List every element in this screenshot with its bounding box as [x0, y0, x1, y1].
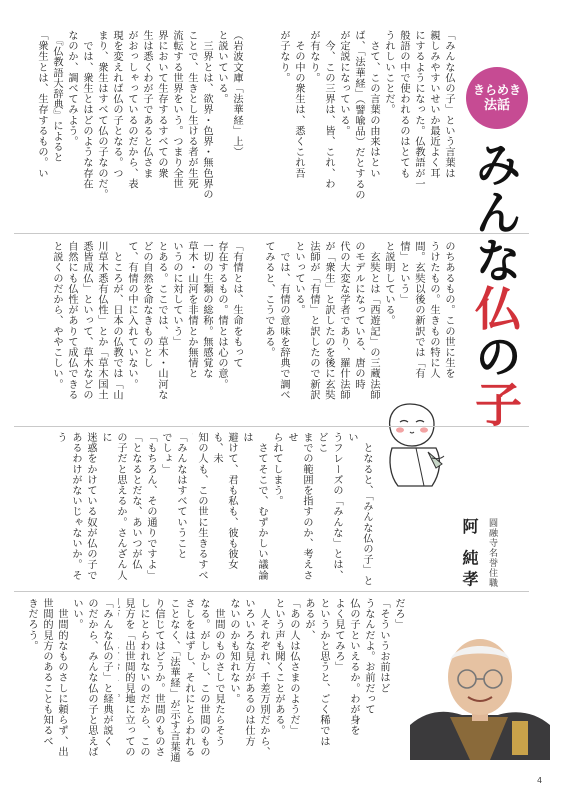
badge-line-1: きらめき	[472, 83, 521, 97]
tier4-column-2: 「みんな仏の子」と経典が説く のだから、みんな仏の子と思えば いい。 世間的なものさしに頼らず、出 世間的見方のあることも知るべ きだろう。	[26, 598, 112, 757]
title-part-4: 子	[467, 380, 522, 428]
page-number: 4	[537, 776, 543, 785]
tier2-column-1: のちあるもの。この世に生を うけたもの。生きもの特に人 間。玄奘以後の新訳では「有 情」という」 と説明している。 玄奘とは「西遊記」の三蔵法師 のモデルになっている、唐の時 代の大変な学者であり、羅什法師 が「衆生」と訳したのを後に玄奘 法師が「有情」と訳したので新訳 といっている。 では、有情の意味を辞典で調べ てみると、こうである。	[263, 241, 454, 400]
tier-divider-1	[14, 233, 529, 234]
tier-divider-2	[14, 426, 529, 427]
section-badge	[466, 67, 528, 129]
author-photo	[410, 625, 550, 760]
article-title	[467, 140, 521, 580]
badge-line-2: 法話	[483, 98, 510, 113]
tier3-column-2: 「みんなはすべていうこと でしょ」 「もちろん、その通りですよ」 「となるとだな、あいつが仏 の子だと思えるか。さんざん人に 迷惑をかけている奴が仏の子で あるわけがないじゃないか。そう	[55, 432, 186, 581]
title-part-1: みんな	[467, 140, 522, 284]
tier4-column-1: だろ」 「そういうお前はど うなんだよ。お前だって 仏の子といえるか。わが身を よく見てみろ」 というかと思うと、ごく稀では あるが、 「あの人は仏さまのようだ」 という声も聞くことがある。 人それぞれ、千差万別だから、 いろいろな見方があるのは仕方 ないのかも知れない。 世間のものさしで見たらそう なる。がしかし、この世間のもの さしをはずし、それにとらわれる ことなく、「法華経」が示す言葉通 り信じてはどうか。世間のものさ しにとらわれないのだから、この 見方を「出世間的見地に立っての	[123, 598, 404, 763]
author-name: 阿 純孝	[460, 518, 479, 592]
tier3-column-1: となると、「みんな仏の子」とい うフレーズの「みんな」とは、どこ までの範囲を指すのか、考えさせ られてしまう。 さてそこで、むずかしい議論は 避けて、君も私も、彼も彼女も、未 知の人も、この世に生きるすべ	[196, 432, 372, 586]
title-part-2: 仏	[467, 284, 522, 332]
tier2-column-2: 「有情とは、生命をもって 存在するもの。情とは心の意。 一切の生類の総称。無感覚な 草木・山河を非情とか無情と いうのに対していう」 とある。ここでは、草木・山河な どの自然を命なきものとし て、有情の中に入れていない。 ところが、日本の仏教では「山 川草木悉有仏性」とか「草木国土 悉皆成仏」といって、草木などの 自然にも仏性がありて成仏できる と説くのだから、ややこしい。	[51, 241, 242, 400]
tier-divider-3	[14, 591, 529, 592]
tier1-column-1: 「みんな仏の子」という言葉は 親しみやすいせいか最近よく耳 にするようになった。仏教語が一 般語の中で使われるのはとても うれしいことだ。 さて、この言葉の由来はとい ば、「法華経」（譬喩品）だとするの が定説になっている。 今、この三界は、皆、これ、わ が有なり。 その中の衆生は、悉くこれ吾 が子なり。	[278, 30, 454, 200]
title-part-3: の	[467, 332, 522, 380]
author-affiliation: 圓融寺名誉住職	[487, 518, 497, 588]
tier1-column-2: （岩波文庫「法華経」上） と説いている。 三界とは、欲界・色界・無色界の ことで、生きとし生ける者が生死 流転する世界をいう。つまり全世 界において生存するすべての衆 生は悉くわが子であると仏さま がおっしゃっているのだから、表 現を変えれば仏の子となる。つ まり、衆生はすべて仏の子なのだ。 では、衆生とはどのような存在 なのか、調べてみよう。 『仏教語大辞典』によると 「衆生とは、生存するもの。い	[36, 30, 242, 200]
